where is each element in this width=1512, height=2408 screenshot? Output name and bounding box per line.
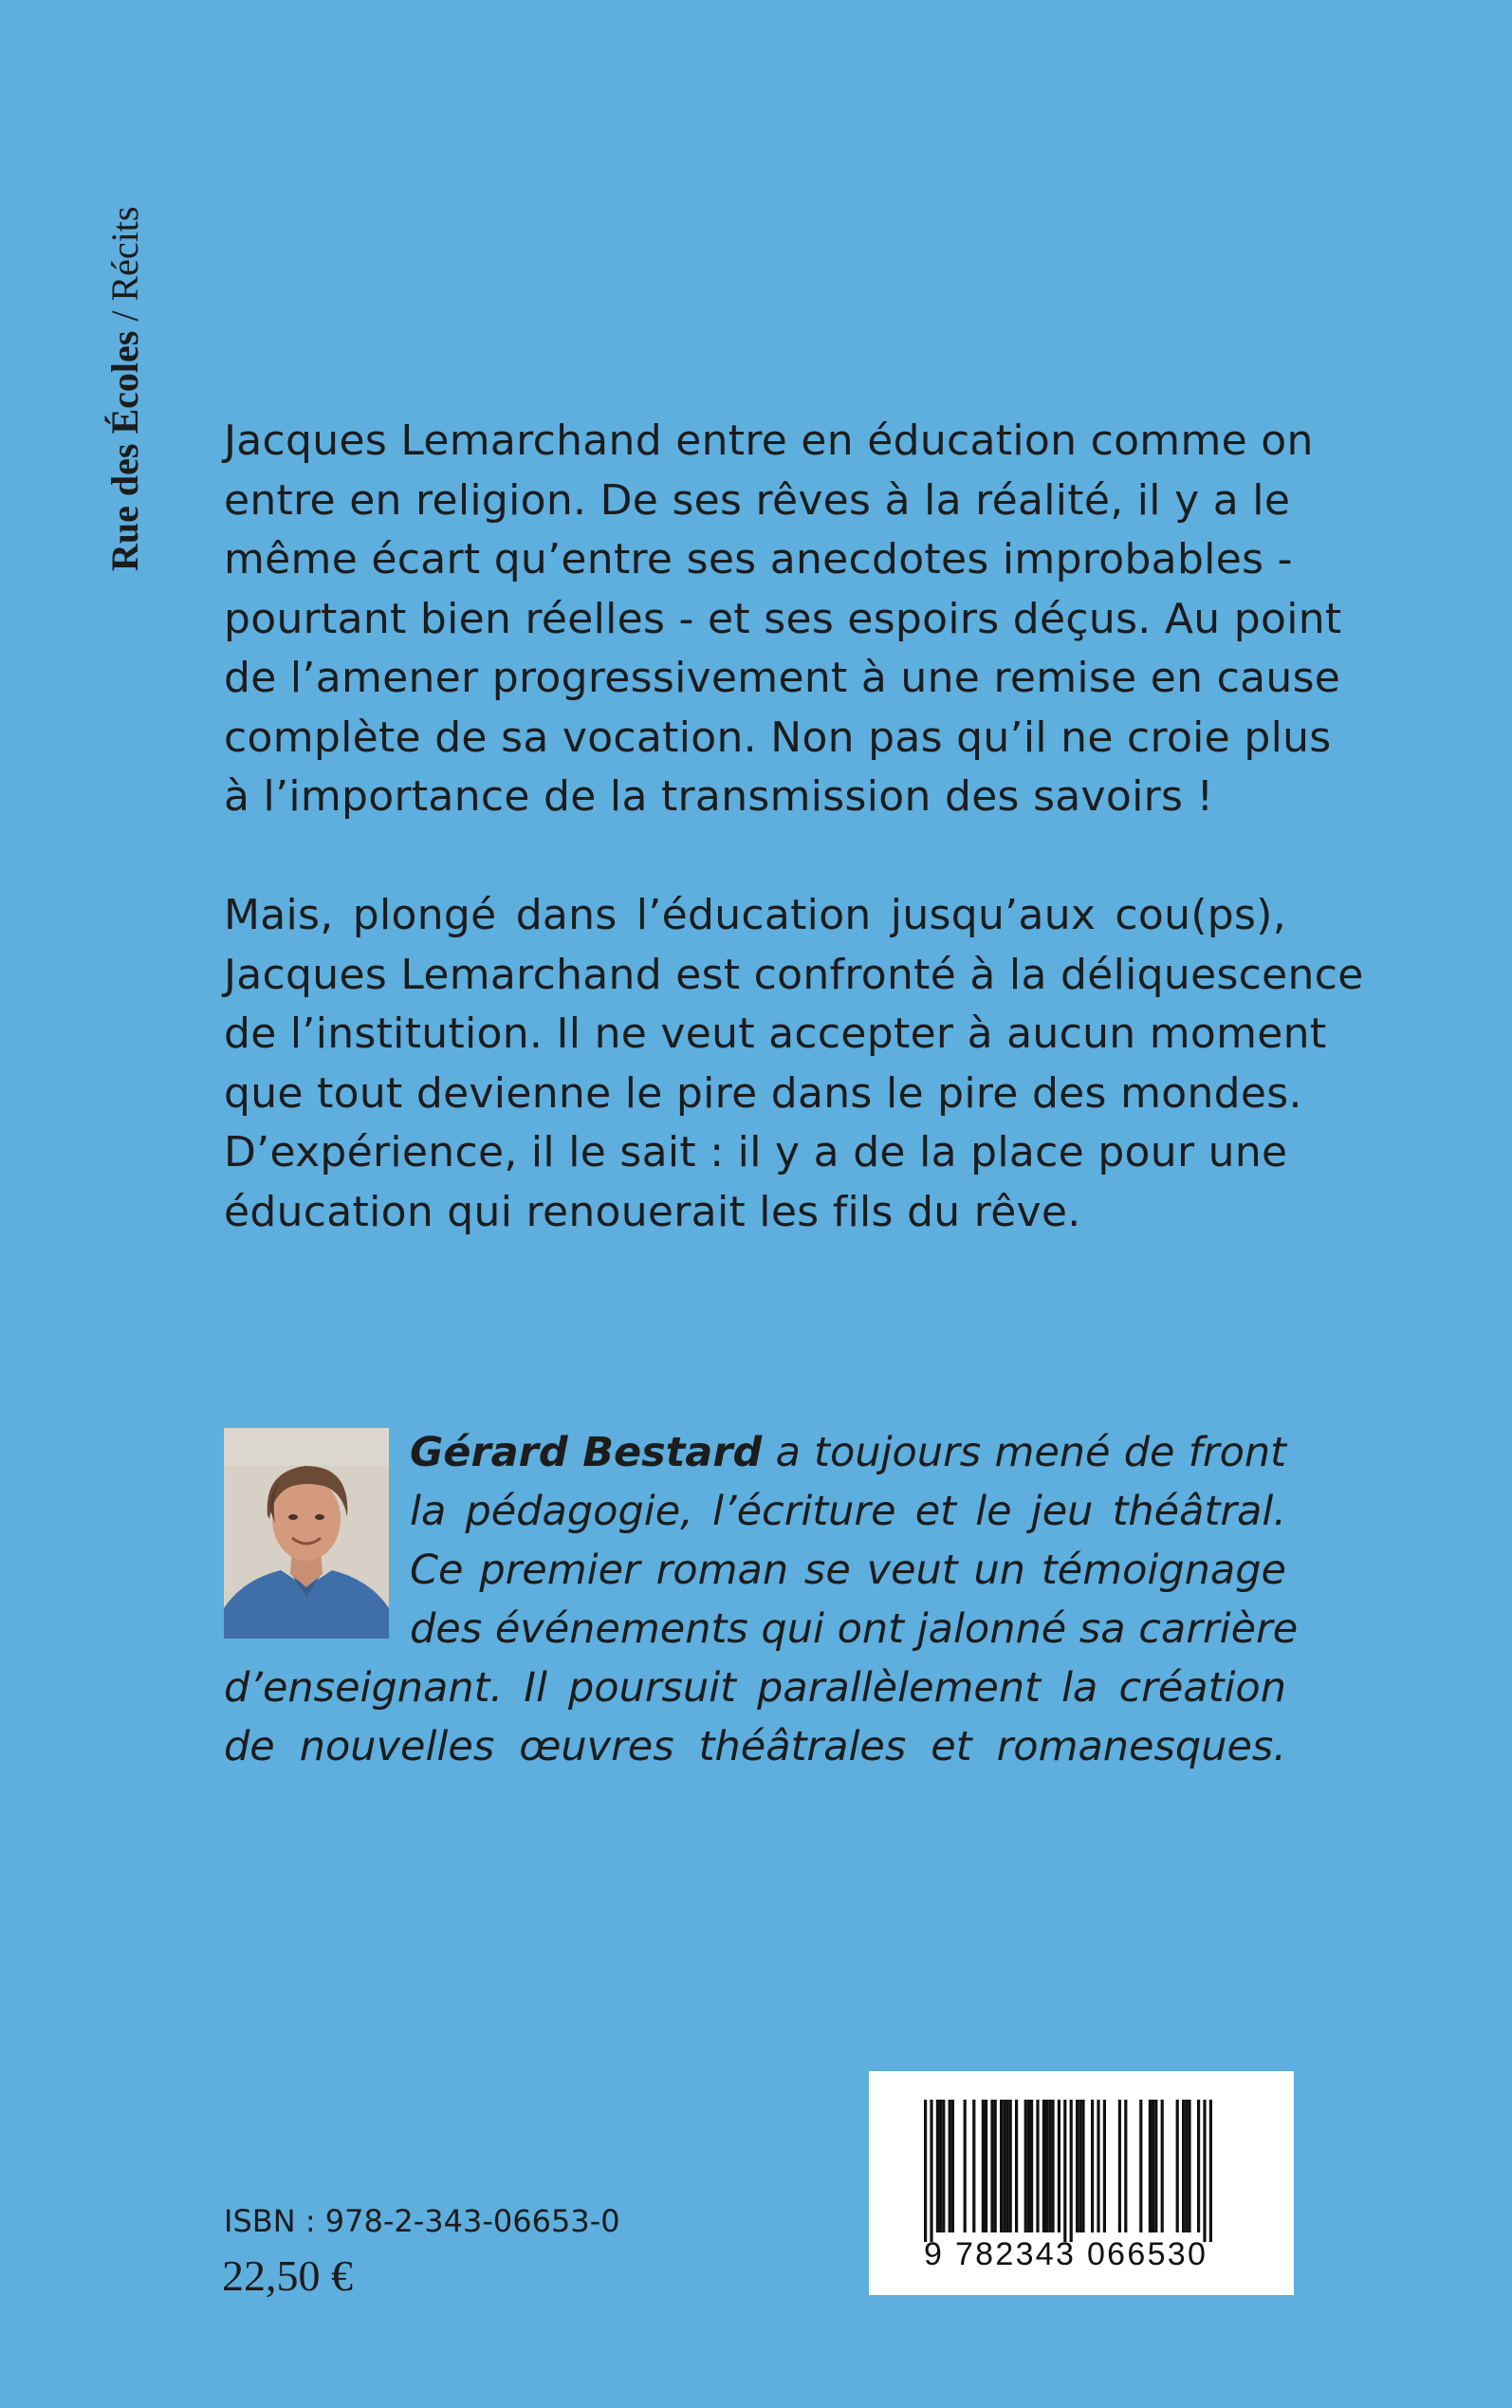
blurb-line: complète de sa vocation. Non pas qu’il ne croie plus bbox=[224, 713, 1332, 762]
barcode-bar bbox=[1063, 2100, 1066, 2242]
bio-line bbox=[410, 1423, 1286, 1482]
barcode-bar bbox=[1152, 2100, 1154, 2232]
barcode-digits: 9 782343 066530 bbox=[924, 2236, 1208, 2272]
barcode-bar bbox=[1209, 2100, 1212, 2242]
barcode-bar bbox=[982, 2100, 985, 2232]
author-bio-text bbox=[224, 1423, 1299, 1776]
barcode bbox=[869, 2071, 1294, 2295]
series-label-text bbox=[102, 207, 147, 571]
barcode-bar bbox=[1154, 2100, 1157, 2232]
barcode-bar bbox=[972, 2100, 975, 2232]
barcode-bar bbox=[1161, 2100, 1164, 2232]
genre-name: Récits bbox=[103, 206, 146, 302]
blurb-line: Jacques Lemarchand entre en éducation comme on bbox=[224, 417, 1314, 465]
barcode-bar bbox=[1176, 2100, 1179, 2232]
blurb-paragraph-1 bbox=[224, 412, 1342, 827]
barcode-bar bbox=[1005, 2100, 1008, 2232]
barcode-bar bbox=[1003, 2100, 1005, 2232]
barcode-bar bbox=[1203, 2100, 1206, 2242]
blurb-line: D’expérience, il le sait : il y a de la place pour une bbox=[224, 1128, 1288, 1176]
barcode-bar bbox=[942, 2100, 945, 2232]
barcode-bar bbox=[1118, 2100, 1121, 2232]
barcode-bar bbox=[939, 2100, 942, 2232]
barcode-bar bbox=[1079, 2100, 1081, 2232]
barcode-bar bbox=[990, 2100, 993, 2232]
barcode-bar bbox=[994, 2100, 997, 2232]
author-bio bbox=[224, 1423, 1299, 1784]
isbn: ISBN : 978-2-343-06653-0 bbox=[224, 2203, 620, 2239]
blurb-line: de l’amener progressivement à une remise en cause bbox=[224, 654, 1341, 702]
blurb-paragraph-2 bbox=[224, 886, 1364, 1242]
barcode-bar bbox=[1027, 2100, 1030, 2232]
bio-line: la pédagogie, l’écriture et le jeu théâtral. bbox=[410, 1488, 1286, 1535]
barcode-bar bbox=[1081, 2100, 1084, 2232]
barcode-bar bbox=[1188, 2100, 1190, 2232]
barcode-bar bbox=[1097, 2100, 1099, 2232]
barcode-bar bbox=[1182, 2100, 1185, 2232]
barcode-bar bbox=[1036, 2100, 1039, 2232]
price: 22,50 € bbox=[222, 2251, 353, 2300]
barcode-bar bbox=[1015, 2100, 1018, 2232]
barcode-bar bbox=[1149, 2100, 1152, 2232]
blurb-line: Mais, plongé dans l’éducation jusqu’aux cou(ps), bbox=[224, 891, 1286, 939]
blurb-line: Jacques Lemarchand est confronté à la déliquescence bbox=[224, 950, 1364, 999]
bio-line: Ce premier roman se veut un témoignage bbox=[410, 1547, 1286, 1594]
barcode-bar bbox=[1139, 2100, 1142, 2232]
barcode-bar bbox=[1024, 2100, 1027, 2232]
barcode-bar bbox=[985, 2100, 987, 2232]
barcode-bar bbox=[1042, 2100, 1045, 2232]
blurb-line: éducation qui renouerait les fils du rêve. bbox=[224, 1187, 1081, 1236]
bio-line: des événements qui ont jalonné sa carrière bbox=[410, 1605, 1299, 1653]
series-separator: / bbox=[103, 301, 146, 331]
barcode-bar bbox=[924, 2100, 927, 2242]
blurb-line: que tout devienne le pire dans le pire des mondes. bbox=[224, 1068, 1302, 1118]
bio-line: d’enseignant. Il poursuit parallèlement la création bbox=[224, 1664, 1286, 1712]
barcode-bar bbox=[1045, 2100, 1048, 2232]
collection-name: Rue des Écoles bbox=[103, 330, 146, 571]
barcode-bar bbox=[1185, 2100, 1188, 2232]
barcode-bar bbox=[1048, 2100, 1051, 2232]
blurb-line: pourtant bien réelles - et ses espoirs déçus. Au point bbox=[224, 594, 1342, 643]
blurb-line: à l’importance de la transmission des savoirs ! bbox=[224, 772, 1214, 821]
barcode-bar bbox=[1091, 2100, 1094, 2232]
barcode-bar bbox=[1030, 2100, 1033, 2232]
barcode-bar bbox=[930, 2100, 932, 2242]
bio-line: de nouvelles œuvres théâtrales et romanesques. bbox=[224, 1723, 1286, 1770]
barcode-bar bbox=[949, 2100, 951, 2232]
barcode-bar bbox=[936, 2100, 939, 2232]
barcode-bar bbox=[1103, 2100, 1106, 2232]
blurb-line: même écart qu’entre ses anecdotes improbables - bbox=[224, 535, 1293, 583]
blurb-line: entre en religion. De ses rêves à la réalité, il y a le bbox=[224, 475, 1291, 525]
barcode-bar bbox=[1076, 2100, 1079, 2232]
barcode-bar bbox=[1051, 2100, 1054, 2232]
barcode-bar bbox=[1009, 2100, 1012, 2232]
barcode-bar bbox=[951, 2100, 954, 2232]
barcode-bar bbox=[1070, 2100, 1073, 2242]
barcode-bar bbox=[964, 2100, 967, 2232]
blurb-line: de l’institution. Il ne veut accepter à aucun moment bbox=[224, 1010, 1327, 1058]
barcode-bar bbox=[1124, 2100, 1127, 2232]
series-label bbox=[61, 106, 146, 581]
barcode-bar bbox=[1197, 2100, 1200, 2232]
author-name: Gérard Bestard bbox=[410, 1429, 763, 1476]
bio-line-1-rest: a toujours mené de front bbox=[762, 1429, 1286, 1476]
barcode-bar bbox=[1000, 2100, 1003, 2232]
barcode-bar bbox=[1058, 2100, 1060, 2232]
